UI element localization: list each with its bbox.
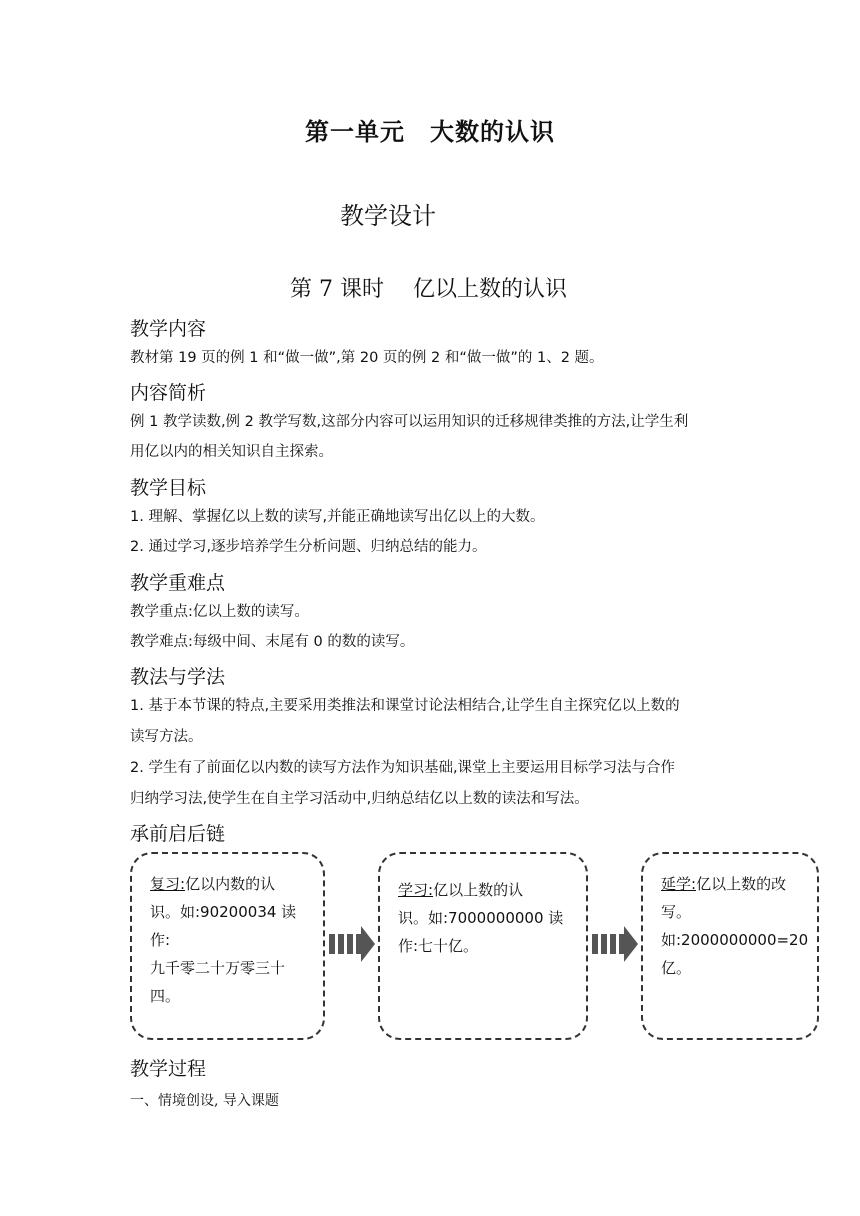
chain-box-learn-line-1 (398, 876, 572, 904)
section-heading-methods: 教法与学法 (130, 666, 226, 688)
chain-arrow-icon (329, 926, 375, 962)
method-line-3: 2. 学生有了前面亿以内数的读写方法作为知识基础,课堂上主要运用目标学习法与合作 (130, 760, 676, 776)
goal-line-2: 2. 通过学习,逐步培养学生分析问题、归纳总结的能力。 (130, 539, 487, 555)
chain-label-extend: 延学: (661, 875, 697, 893)
chain-box-review-line-1 (150, 870, 309, 898)
method-line-1: 1. 基于本节课的特点,主要采用类推法和课堂讨论法相结合,让学生自主探究亿以上数的 (130, 698, 680, 714)
chain-box-extend-line-1 (661, 870, 803, 898)
chain-arrow-icon (592, 926, 638, 962)
section-heading-chain: 承前启后链 (130, 823, 226, 845)
analysis-line-1: 例 1 教学读数,例 2 教学写数,这部分内容可以运用知识的迁移规律类推的方法,让学生利 (130, 414, 689, 430)
process-stage-1: 一、情境创设, 导入课题 (130, 1093, 279, 1109)
chain-text: 亿以上数的改 (696, 875, 787, 893)
chain-box-review-line-2: 识。如:90200034 读作: (150, 903, 297, 949)
goal-line-1: 1. 理解、掌握亿以上数的读写,并能正确地读写出亿以上的大数。 (130, 509, 545, 525)
content-line: 教材第 19 页的例 1 和“做一做”,第 20 页的例 2 和“做一做”的 1、2 题。 (130, 350, 604, 366)
chain-box-review (130, 852, 325, 1040)
unit-title: 第一单元 大数的认识 (305, 118, 555, 146)
chain-box-learn (378, 852, 588, 1040)
lesson-title: 第 7 课时 亿以上数的认识 (290, 277, 567, 302)
chain-box-review-line-4: 四。 (150, 987, 181, 1005)
chain-text: 亿以上数的认 (433, 881, 524, 899)
document-type: 教学设计 (340, 202, 436, 230)
method-line-4: 归纳学习法,使学生在自主学习活动中,归纳总结亿以上数的读法和写法。 (130, 791, 589, 807)
analysis-line-2: 用亿以内的相关知识自主探索。 (130, 444, 333, 460)
chain-box-extend-line-2: 写。 (661, 903, 692, 921)
section-heading-key-points: 教学重难点 (130, 572, 226, 594)
section-heading-process: 教学过程 (130, 1058, 207, 1080)
chain-box-extend-line-3: 如:2000000000=20 (661, 931, 809, 949)
section-heading-goals: 教学目标 (130, 477, 207, 499)
chain-box-learn-line-3: 作:七十亿。 (398, 937, 479, 955)
chain-box-review-line-3: 九千零二十万零三十 (150, 959, 286, 977)
method-line-2: 读写方法。 (130, 729, 203, 745)
chain-label-learn: 学习: (398, 881, 434, 899)
chain-text: 亿以内数的认 (185, 875, 276, 893)
chain-box-extend (641, 852, 819, 1040)
key-point-line: 教学重点:亿以上数的读写。 (130, 604, 309, 620)
chain-box-learn-line-2: 识。如:7000000000 读 (398, 909, 564, 927)
difficulty-line: 教学难点:每级中间、末尾有 0 的数的读写。 (130, 634, 415, 650)
section-heading-analysis: 内容简析 (130, 382, 207, 404)
chain-box-extend-line-4: 亿。 (661, 959, 692, 977)
chain-label-review: 复习: (150, 875, 186, 893)
section-heading-content: 教学内容 (130, 318, 207, 340)
